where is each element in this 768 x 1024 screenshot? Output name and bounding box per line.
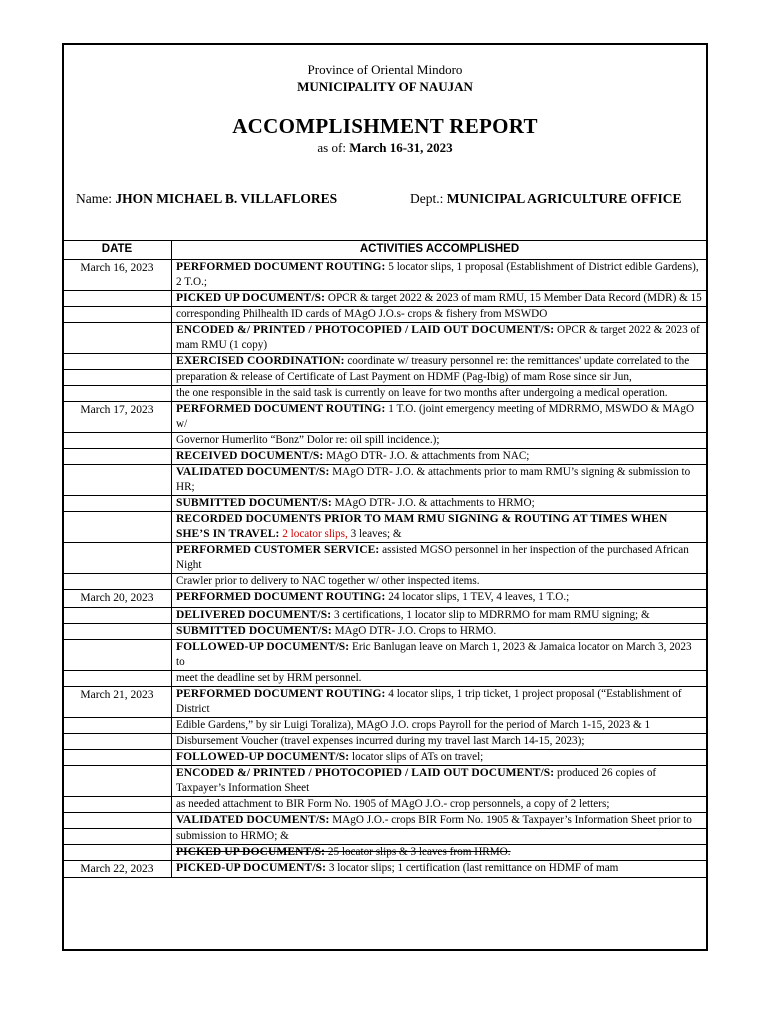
dept-line bbox=[410, 191, 682, 207]
row-date bbox=[63, 765, 172, 796]
activity-text: OPCR & target 2022 & 2023 of mam RMU, 15 Member Data Record (MDR) & 15 bbox=[325, 292, 702, 304]
row-activity bbox=[172, 828, 708, 844]
report-title: ACCOMPLISHMENT REPORT bbox=[232, 114, 538, 138]
row-date bbox=[63, 386, 172, 402]
activity-text: 25 locator slips & 3 leaves from HRMO. bbox=[325, 845, 511, 858]
row-activity bbox=[172, 307, 708, 323]
table-row bbox=[63, 370, 708, 386]
row-activity bbox=[172, 512, 708, 543]
row-date bbox=[63, 465, 172, 496]
row-date bbox=[63, 639, 172, 670]
row-date bbox=[63, 449, 172, 465]
activity-text: corresponding Philhealth ID cards of MAgO J.O.s- crops & fishery from MSWDO bbox=[176, 308, 548, 320]
row-date bbox=[63, 433, 172, 449]
row-activity bbox=[172, 765, 708, 796]
table-row bbox=[63, 590, 708, 608]
row-date bbox=[63, 796, 172, 812]
activity-text: produced 26 copies of Taxpayer’s Information Sheet bbox=[176, 766, 657, 794]
row-date bbox=[63, 323, 172, 354]
activity-text: 1 T.O. (joint emergency meeting of MDRRMO, MSWDO & MAgO w/ bbox=[176, 403, 695, 430]
row-activity bbox=[172, 465, 708, 496]
activity-text: 3 locator slips; 1 certification (last remittance on HDMF of mam bbox=[326, 861, 619, 874]
row-activity bbox=[172, 590, 708, 608]
table-row bbox=[63, 574, 708, 590]
table-row bbox=[63, 386, 708, 402]
table-row bbox=[63, 433, 708, 449]
row-date bbox=[63, 670, 172, 686]
activity-heading: PICKED UP DOCUMENT/S: bbox=[176, 292, 326, 304]
table-row bbox=[63, 860, 708, 878]
row-activity bbox=[172, 812, 708, 828]
activity-heading: SUBMITTED DOCUMENT/S: bbox=[176, 624, 332, 637]
activity-heading: PERFORMED DOCUMENT ROUTING: bbox=[176, 591, 386, 603]
as-of-value: March 16-31, 2023 bbox=[349, 140, 453, 155]
activity-heading: EXERCISED COORDINATION: bbox=[176, 355, 345, 367]
activities-column-header: ACTIVITIES ACCOMPLISHED bbox=[172, 241, 708, 260]
activity-text: Eric Banlugan leave on March 1, 2023 & Jamaica locator on March 3, 2023 to bbox=[176, 640, 692, 668]
activity-text: as needed attachment to BIR Form No. 1905 of MAgO J.O.- crop personnels, a copy of 2 letters; bbox=[176, 797, 610, 810]
activity-text: MAgO DTR- J.O. & attachments from NAC; bbox=[323, 450, 530, 462]
table-row bbox=[63, 402, 708, 433]
province-label: Province of Oriental Mindoro bbox=[307, 62, 463, 77]
row-date bbox=[63, 812, 172, 828]
activity-heading: PICKED UP DOCUMENT/S: bbox=[176, 845, 326, 858]
activity-text: 3 certifications, 1 locator slip to MDRRMO for mam RMU signing; & bbox=[331, 608, 650, 621]
row-activity bbox=[172, 639, 708, 670]
dept-value: MUNICIPAL AGRICULTURE OFFICE bbox=[446, 191, 682, 206]
activity-text: MAgO DTR- J.O. & attachments to HRMO; bbox=[331, 497, 535, 509]
activity-text: Governor Humerlito “Bonz” Dolor re: oil spill incidence.); bbox=[176, 434, 440, 446]
activity-text: 3 leaves; & bbox=[347, 528, 402, 540]
row-date bbox=[63, 749, 172, 765]
date-column-header: DATE bbox=[63, 241, 172, 260]
activity-text: coordinate w/ treasury personnel re: the remittances' update correlated to the bbox=[344, 355, 690, 367]
table-row bbox=[63, 828, 708, 844]
activity-heading: PERFORMED DOCUMENT ROUTING: bbox=[176, 403, 386, 415]
row-activity bbox=[172, 496, 708, 512]
row-activity bbox=[172, 449, 708, 465]
activity-heading: ENCODED &/ PRINTED / PHOTOCOPIED / LAID OUT DOCUMENT/S: bbox=[176, 324, 555, 336]
activity-text: MAgO DTR- J.O. Crops to HRMO. bbox=[331, 624, 497, 637]
row-date: March 20, 2023 bbox=[63, 590, 172, 608]
activity-text: MAgO DTR- J.O. & attachments prior to mam RMU’s signing & submission to HR; bbox=[176, 466, 691, 493]
row-date bbox=[63, 543, 172, 574]
activity-heading: PERFORMED DOCUMENT ROUTING: bbox=[176, 261, 386, 273]
row-date bbox=[63, 828, 172, 844]
activity-heading: FOLLOWED-UP DOCUMENT/S: bbox=[176, 750, 350, 763]
row-activity bbox=[172, 749, 708, 765]
row-activity bbox=[172, 354, 708, 370]
activity-heading: VALIDATED DOCUMENT/S: bbox=[176, 813, 330, 826]
row-date bbox=[63, 370, 172, 386]
table-row bbox=[63, 323, 708, 354]
activity-text: Disbursement Voucher (travel expenses incurred during my travel last March 14-15, 2023); bbox=[176, 734, 585, 747]
row-date bbox=[63, 512, 172, 543]
dept-label: Dept.: bbox=[410, 191, 444, 206]
activity-heading: VALIDATED DOCUMENT/S: bbox=[176, 466, 330, 478]
table-row bbox=[63, 260, 708, 291]
row-activity bbox=[172, 543, 708, 574]
row-date: March 16, 2023 bbox=[63, 260, 172, 291]
table-header-row bbox=[63, 241, 708, 260]
row-date bbox=[63, 623, 172, 639]
name-line bbox=[76, 191, 337, 207]
municipality-label: MUNICIPALITY OF NAUJAN bbox=[297, 79, 473, 94]
table-row bbox=[63, 623, 708, 639]
row-activity bbox=[172, 291, 708, 307]
table-row bbox=[63, 496, 708, 512]
activity-heading: PERFORMED CUSTOMER SERVICE: bbox=[176, 544, 380, 556]
row-date bbox=[63, 307, 172, 323]
name-label: Name: bbox=[76, 191, 112, 206]
table-row bbox=[63, 796, 708, 812]
activity-text: MAgO J.O.- crops BIR Form No. 1905 & Taxpayer’s Information Sheet prior to bbox=[329, 813, 692, 826]
table-row bbox=[63, 639, 708, 670]
row-activity bbox=[172, 386, 708, 402]
table-row bbox=[63, 717, 708, 733]
row-date bbox=[63, 607, 172, 623]
activities-table bbox=[62, 240, 708, 878]
row-date bbox=[63, 733, 172, 749]
table-row bbox=[63, 291, 708, 307]
table-row bbox=[63, 765, 708, 796]
row-activity bbox=[172, 260, 708, 291]
activity-text: 5 locator slips, 1 proposal (Establishment of District edible Gardens), 2 T.O.; bbox=[176, 261, 699, 288]
table-body bbox=[63, 260, 708, 878]
row-activity bbox=[172, 686, 708, 717]
table-row bbox=[63, 733, 708, 749]
row-activity bbox=[172, 433, 708, 449]
row-activity bbox=[172, 717, 708, 733]
activity-text: the one responsible in the said task is currently on leave for two months after undergoing a medical operation. bbox=[176, 387, 668, 399]
row-date bbox=[63, 496, 172, 512]
row-activity bbox=[172, 860, 708, 878]
activity-heading: RECORDED DOCUMENTS PRIOR TO MAM RMU SIGNING & ROUTING AT TIMES WHEN SHE’S IN TRAVEL: bbox=[176, 513, 668, 540]
activity-text: Edible Gardens,” by sir Luigi Toraliza), MAgO J.O. crops Payroll for the period of March 1-15, 2023 & 1 bbox=[176, 718, 651, 731]
table-row bbox=[63, 449, 708, 465]
name-value: JHON MICHAEL B. VILLAFLORES bbox=[115, 191, 338, 206]
activity-text: preparation & release of Certificate of Last Payment on HDMF (Pag-Ibig) of mam Rose since sir Jun, bbox=[176, 371, 632, 383]
activity-text: 4 locator slips, 1 trip ticket, 1 project proposal (“Establishment of District bbox=[176, 687, 682, 715]
table-row bbox=[63, 670, 708, 686]
row-date: March 21, 2023 bbox=[63, 686, 172, 717]
row-activity bbox=[172, 370, 708, 386]
as-of-label: as of: bbox=[317, 140, 346, 155]
row-date bbox=[63, 291, 172, 307]
table-row bbox=[63, 354, 708, 370]
table-row bbox=[63, 749, 708, 765]
activity-heading: FOLLOWED-UP DOCUMENT/S: bbox=[176, 640, 350, 653]
table-row bbox=[63, 512, 708, 543]
activity-text: meet the deadline set by HRM personnel. bbox=[176, 671, 362, 684]
row-date bbox=[63, 574, 172, 590]
activity-text: 24 locator slips, 1 TEV, 4 leaves, 1 T.O.; bbox=[385, 591, 570, 603]
row-date: March 17, 2023 bbox=[63, 402, 172, 433]
row-activity bbox=[172, 323, 708, 354]
activity-heading: ENCODED &/ PRINTED / PHOTOCOPIED / LAID OUT DOCUMENT/S: bbox=[176, 766, 555, 779]
activity-heading: PERFORMED DOCUMENT ROUTING: bbox=[176, 687, 386, 700]
row-activity bbox=[172, 844, 708, 860]
activity-heading: SUBMITTED DOCUMENT/S: bbox=[176, 497, 332, 509]
row-date: March 22, 2023 bbox=[63, 860, 172, 878]
activity-heading: PICKED-UP DOCUMENT/S: bbox=[176, 861, 327, 874]
table-row bbox=[63, 465, 708, 496]
activity-heading: RECEIVED DOCUMENT/S: bbox=[176, 450, 324, 462]
activity-text: OPCR & target 2022 & 2023 of mam RMU (1 copy) bbox=[176, 324, 700, 351]
activity-text: submission to HRMO; & bbox=[176, 829, 289, 842]
row-activity bbox=[172, 402, 708, 433]
as-of-line bbox=[64, 140, 706, 156]
row-activity bbox=[172, 796, 708, 812]
row-date bbox=[63, 844, 172, 860]
activity-heading: DELIVERED DOCUMENT/S: bbox=[176, 608, 332, 621]
activity-red-text: 2 locator slips, bbox=[279, 528, 348, 540]
table-row bbox=[63, 844, 708, 860]
row-activity bbox=[172, 733, 708, 749]
row-date bbox=[63, 354, 172, 370]
table-row bbox=[63, 686, 708, 717]
row-activity bbox=[172, 623, 708, 639]
row-activity bbox=[172, 574, 708, 590]
table-row bbox=[63, 307, 708, 323]
activity-text: assisted MGSO personnel in her inspection of the purchased African Night bbox=[176, 544, 689, 571]
row-activity bbox=[172, 670, 708, 686]
table-row bbox=[63, 543, 708, 574]
row-date bbox=[63, 717, 172, 733]
activity-text: locator slips of ATs on travel; bbox=[349, 750, 484, 763]
row-activity bbox=[172, 607, 708, 623]
activity-text: Crawler prior to delivery to NAC together w/ other inspected items. bbox=[176, 575, 480, 587]
table-row bbox=[63, 607, 708, 623]
table-row bbox=[63, 812, 708, 828]
